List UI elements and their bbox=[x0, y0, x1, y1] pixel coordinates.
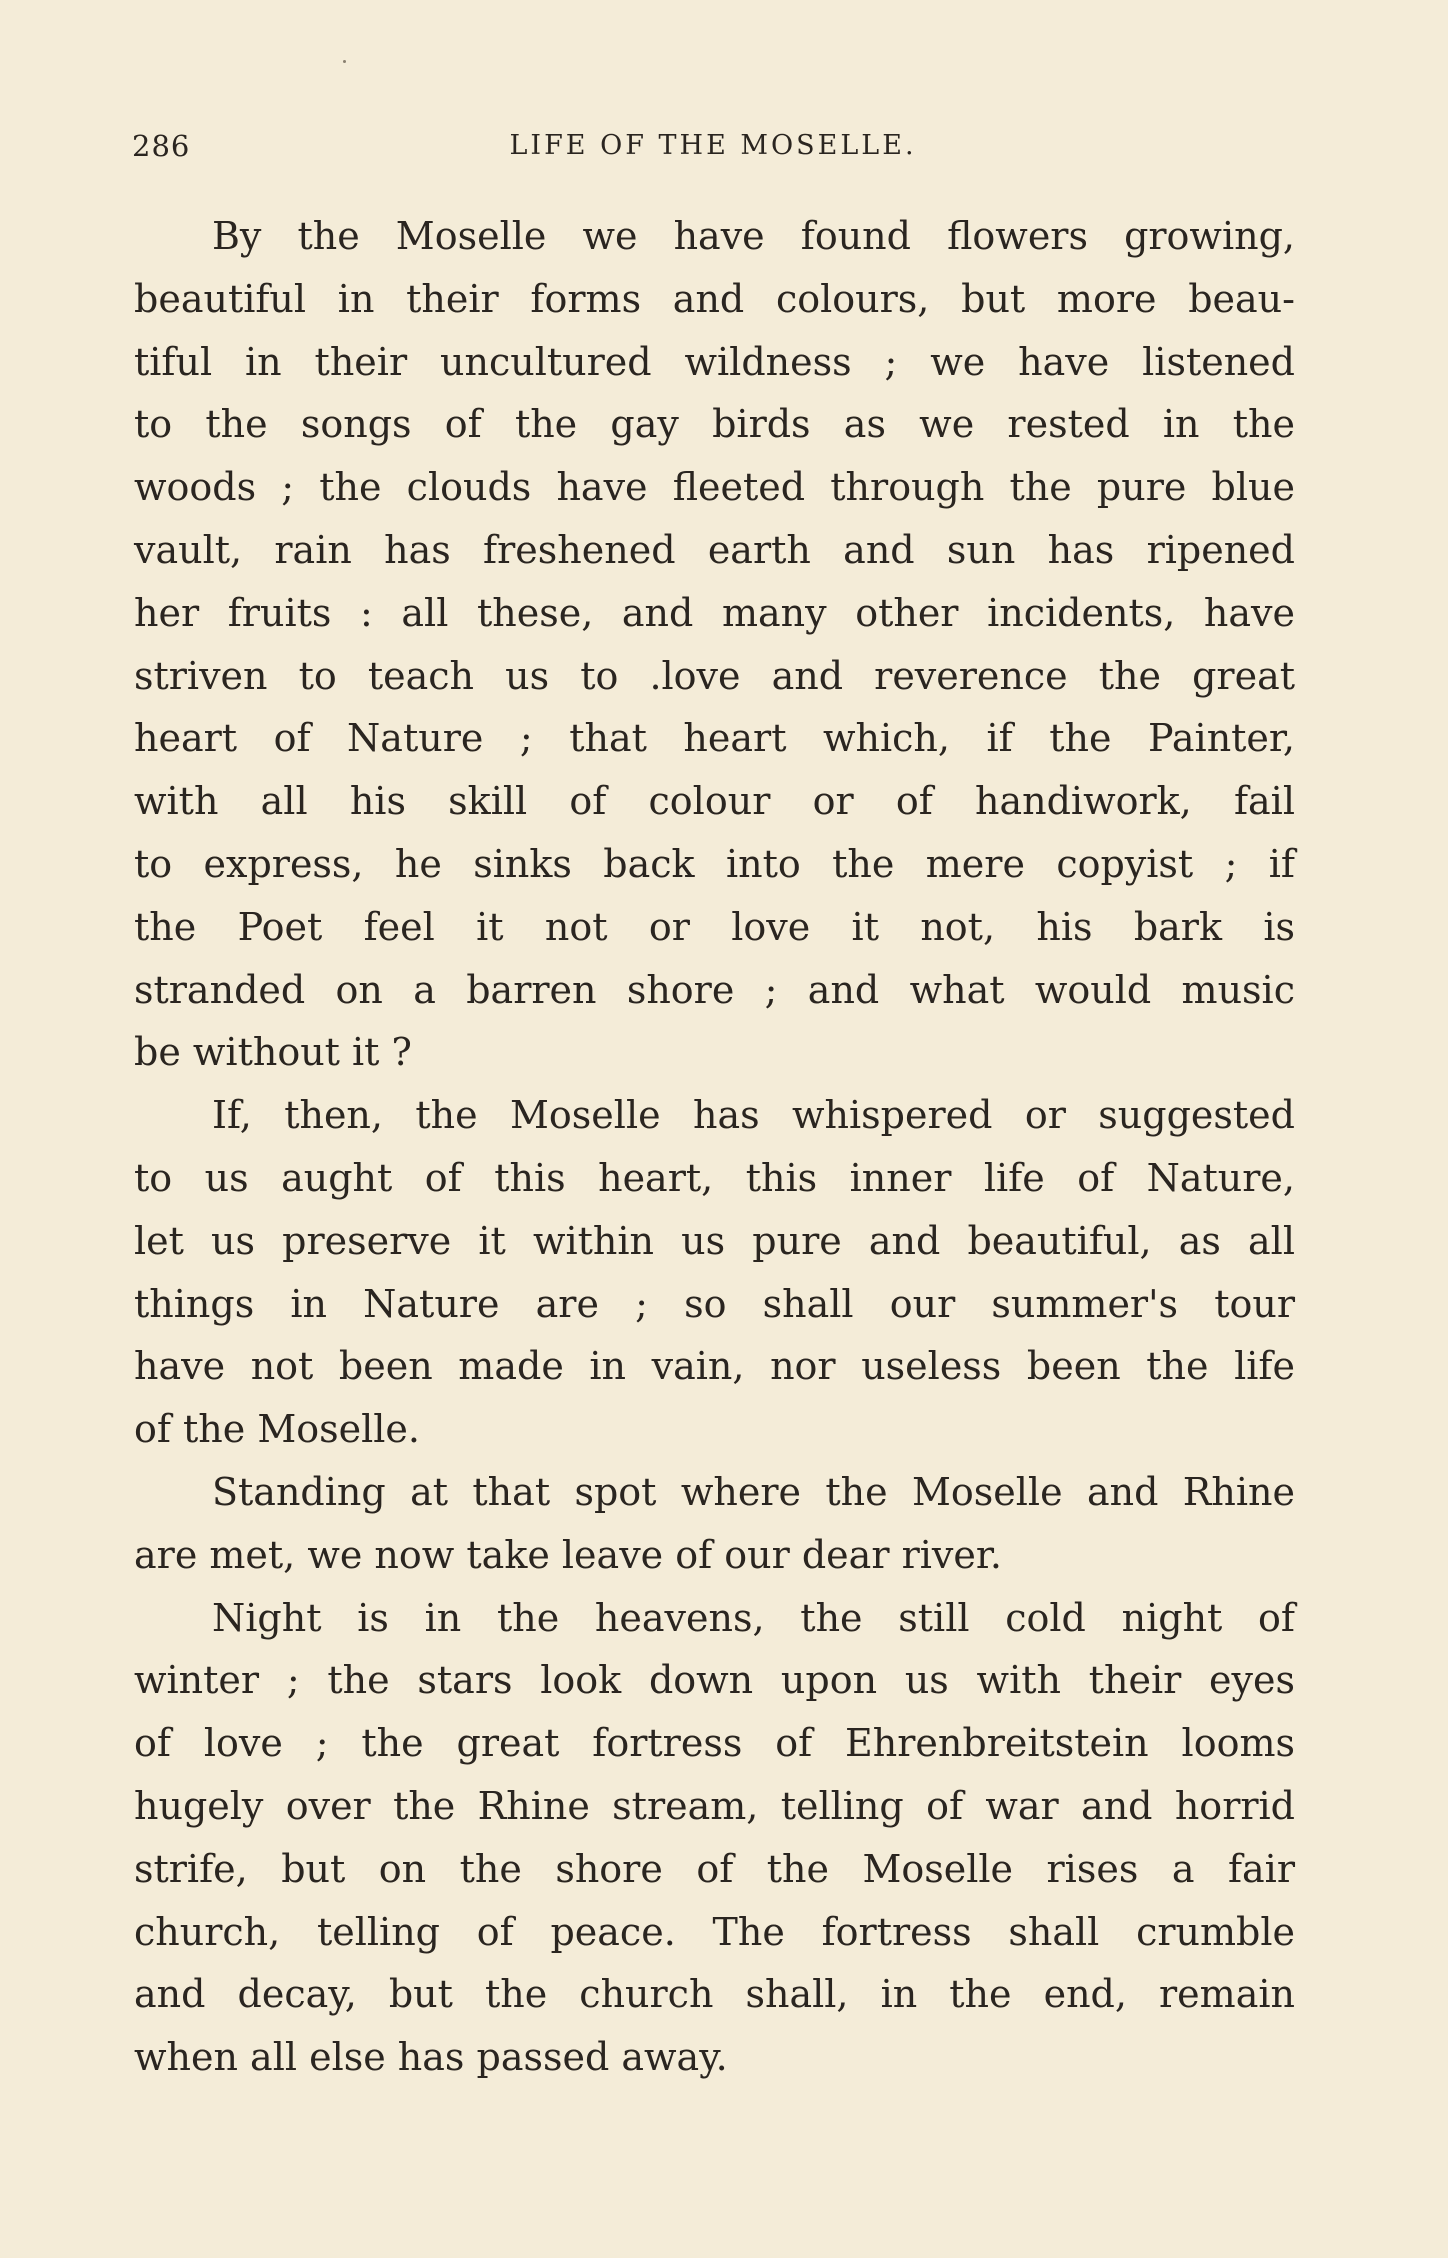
text-line: strife, but on the shore of the Moselle rises a fair bbox=[134, 1846, 1295, 1891]
page-speck bbox=[343, 60, 346, 63]
text-line: to us aught of this heart, this inner life of Nature, bbox=[134, 1155, 1295, 1200]
body-text bbox=[134, 205, 1295, 2089]
text-line: let us preserve it within us pure and beautiful, as all bbox=[134, 1218, 1295, 1263]
text-line: church, telling of peace. The fortress shall crumble bbox=[134, 1909, 1295, 1954]
text-line: when all else has passed away. bbox=[134, 2035, 728, 2080]
text-line: vault, rain has freshened earth and sun has ripened bbox=[134, 527, 1295, 572]
text-line: be without it ? bbox=[134, 1030, 412, 1075]
text-line: to the songs of the gay birds as we rested in the bbox=[134, 402, 1295, 447]
text-line: and decay, but the church shall, in the end, remain bbox=[134, 1972, 1295, 2017]
text-line: By the Moselle we have found flowers growing, bbox=[212, 214, 1295, 258]
text-line: of the Moselle. bbox=[134, 1407, 420, 1452]
running-title: LIFE OF THE MOSELLE. bbox=[509, 130, 917, 161]
text-line: things in Nature are ; so shall our summer's tour bbox=[134, 1281, 1295, 1326]
text-line: beautiful in their forms and colours, but more beau- bbox=[134, 276, 1295, 321]
text-line: her fruits : all these, and many other incidents, have bbox=[134, 590, 1295, 635]
text-line: have not been made in vain, nor useless been the life bbox=[134, 1344, 1295, 1389]
text-line: Night is in the heavens, the still cold night of bbox=[212, 1595, 1295, 1640]
text-line: are met, we now take leave of our dear river. bbox=[134, 1532, 1002, 1577]
text-line: woods ; the clouds have fleeted through the pure blue bbox=[134, 465, 1295, 510]
running-head bbox=[132, 118, 1294, 174]
text-line: the Poet feel it not or love it not, his bark is bbox=[134, 904, 1295, 949]
text-line: with all his skill of colour or of handiwork, fail bbox=[134, 779, 1295, 824]
text-line: stranded on a barren shore ; and what would music bbox=[134, 967, 1295, 1012]
text-line: hugely over the Rhine stream, telling of war and horrid bbox=[134, 1783, 1295, 1828]
text-line: tiful in their uncultured wildness ; we have listened bbox=[134, 339, 1295, 384]
page-number: 286 bbox=[132, 129, 191, 163]
text-line: to express, he sinks back into the mere copyist ; if bbox=[134, 841, 1295, 886]
text-line: striven to teach us to .love and reverence the great bbox=[134, 653, 1295, 698]
text-line: winter ; the stars look down upon us with their eyes bbox=[134, 1658, 1295, 1703]
text-line: of love ; the great fortress of Ehrenbreitstein looms bbox=[134, 1721, 1295, 1766]
text-line: If, then, the Moselle has whispered or suggested bbox=[212, 1093, 1295, 1138]
text-line: Standing at that spot where the Moselle and Rhine bbox=[212, 1469, 1295, 1514]
text-line: heart of Nature ; that heart which, if the Painter, bbox=[134, 716, 1295, 761]
